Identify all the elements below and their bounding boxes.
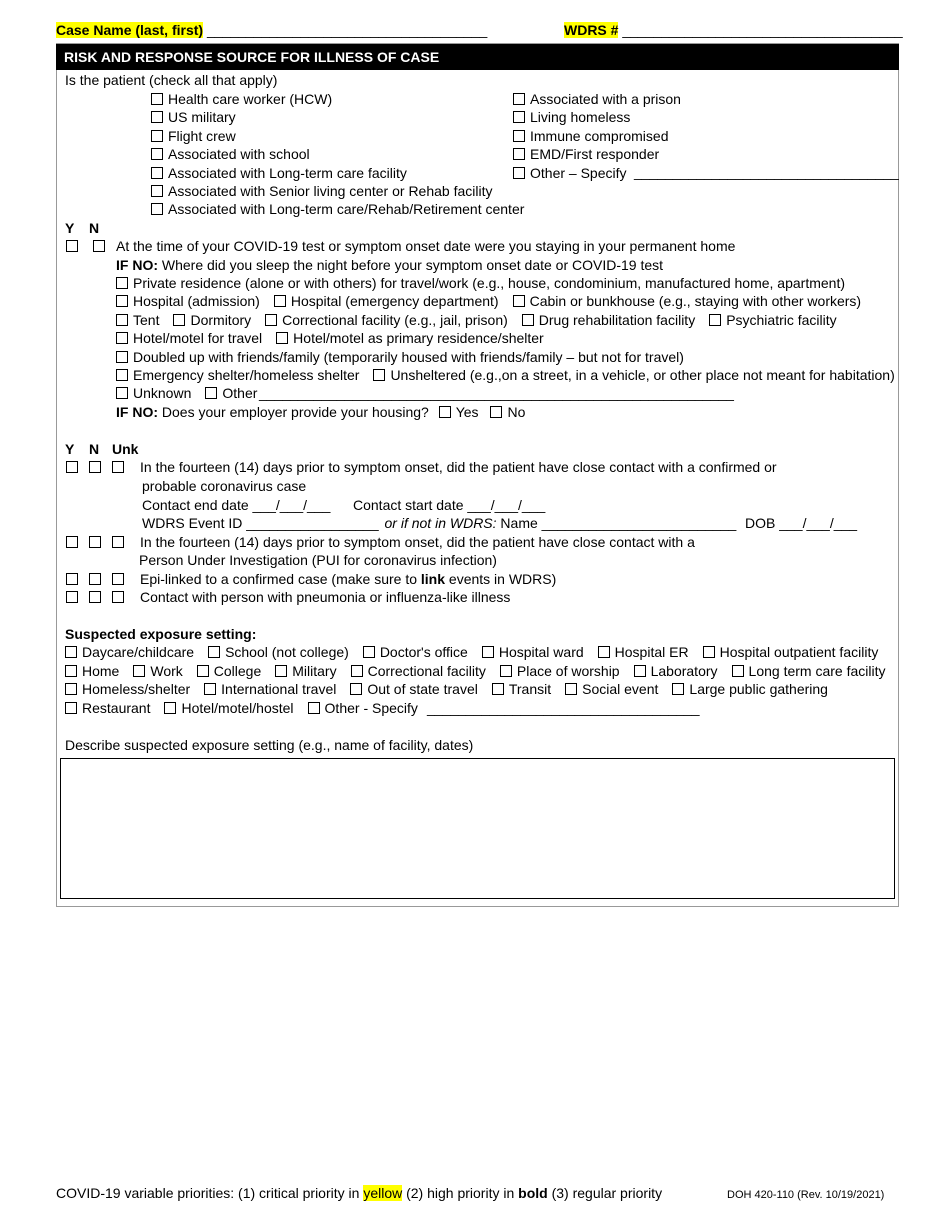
patient-checkbox-us-military[interactable]	[151, 111, 163, 123]
exposure-checkbox-place-of-worship[interactable]	[500, 665, 512, 677]
exposure-option-laboratory[interactable]	[634, 663, 718, 679]
patient-row	[151, 182, 507, 200]
home-label: Unknown	[133, 385, 192, 402]
patient-option-associated-with-long-term-care-rehab-ret[interactable]	[151, 201, 524, 217]
exposure-checkbox-large-public-gathering[interactable]	[672, 683, 684, 695]
home-option-tent[interactable]	[116, 312, 159, 328]
exposure-option-social-event[interactable]	[565, 681, 658, 697]
home-label: Emergency shelter/homeless shelter	[133, 367, 360, 383]
exposure-option-large-public-gathering[interactable]	[672, 681, 828, 697]
home-option-dormitory[interactable]	[173, 312, 251, 328]
patient-row	[151, 90, 346, 108]
home-no-checkbox[interactable]	[93, 240, 105, 252]
exposure-label: Large public gathering	[689, 681, 828, 698]
legend-post: (3) regular priority	[547, 1185, 663, 1201]
patient-checkbox-living-homeless[interactable]	[513, 111, 525, 123]
exposure-checkbox-hotel-motel-hostel[interactable]	[164, 702, 176, 714]
home-label: Correctional facility (e.g., jail, prison)	[282, 311, 508, 328]
exposure-checkbox-work[interactable]	[133, 665, 145, 677]
patient-label: EMD/First responder	[530, 146, 660, 163]
q2-line2: Person Under Investigation (PUI for coronavirus infection)	[139, 552, 497, 568]
describe-label: Describe suspected exposure setting (e.g., name of facility, dates)	[65, 737, 474, 753]
case-name-label: Case Name (last, first)	[56, 22, 204, 38]
exposure-option-long-term-care-facility[interactable]	[732, 663, 886, 679]
exposure-option-international-travel[interactable]	[204, 681, 336, 697]
employer-yes-checkbox[interactable]	[439, 406, 451, 418]
patient-checkbox-associated-with-senior-living-center-or-[interactable]	[151, 185, 163, 197]
exposure-label: Long term care facility	[748, 662, 886, 679]
legend-pre: COVID-19 variable priorities: (1) critical priority in	[56, 1185, 364, 1201]
home-option-hotel-motel-for-travel[interactable]	[116, 330, 262, 346]
patient-option-health-care-worker-hcw[interactable]	[151, 91, 332, 107]
home-label: Other	[222, 385, 258, 402]
exposure-checkbox-laboratory[interactable]	[634, 665, 646, 677]
q4-unk-checkbox[interactable]	[112, 591, 124, 603]
exposure-option-doctor-s-office[interactable]	[363, 644, 468, 660]
exposure-label: Hospital ward	[498, 644, 584, 660]
home-other-field[interactable]: _____________________________________________________________	[259, 385, 734, 401]
exposure-checkbox-hospital-outpatient-facility[interactable]	[703, 646, 715, 658]
exposure-checkbox-other-specify[interactable]	[308, 702, 320, 714]
exposure-checkbox-school-not-college[interactable]	[208, 646, 220, 658]
patient-label: Flight crew	[168, 127, 236, 144]
patient-checkbox-associated-with-school[interactable]	[151, 148, 163, 160]
home-option-other[interactable]	[205, 385, 257, 401]
exposure-label: International travel	[221, 681, 337, 698]
exposure-label: College	[213, 662, 262, 679]
employer-no-label: No	[507, 404, 526, 420]
exposure-label: Transit	[508, 681, 552, 698]
dob-field[interactable]: DOB ___/___/___	[745, 515, 858, 531]
patient-row	[513, 127, 683, 145]
exposure-option-place-of-worship[interactable]	[500, 663, 620, 679]
exposure-label: Restaurant	[82, 699, 151, 716]
home-option-unknown[interactable]	[116, 385, 191, 401]
exposure-checkbox-long-term-care-facility[interactable]	[732, 665, 744, 677]
home-yn-row	[66, 237, 110, 255]
exposure-option-hospital-outpatient-facility[interactable]	[703, 644, 879, 660]
home-checkbox-doubled-up-with-friends-family-temporari[interactable]	[116, 351, 128, 363]
patient-row	[151, 108, 250, 126]
exposure-checkbox-doctor-s-office[interactable]	[363, 646, 375, 658]
priority-legend	[56, 1184, 662, 1202]
patient-row	[513, 108, 644, 126]
home-n-header: N	[89, 220, 100, 236]
q2-line1: In the fourteen (14) days prior to symptom onset, did the patient have close contact with a	[140, 534, 695, 550]
home-checkbox-hospital-emergency-department[interactable]	[274, 295, 286, 307]
home-label: Dormitory	[190, 311, 252, 328]
exposure-option-school-not-college[interactable]	[208, 644, 349, 660]
exposure-checkbox-college[interactable]	[197, 665, 209, 677]
home-option-psychiatric-facility[interactable]	[709, 312, 836, 328]
exposure-option-restaurant[interactable]	[65, 700, 150, 716]
patient-option-immune-compromised[interactable]	[513, 128, 669, 144]
employer-no-checkbox[interactable]	[490, 406, 502, 418]
exposure-label: Homeless/shelter	[82, 681, 191, 698]
home-checkbox-emergency-shelter-homeless-shelter[interactable]	[116, 369, 128, 381]
home-option-cabin-or-bunkhouse-e-g-staying-with-othe[interactable]	[513, 293, 862, 309]
employer-question: Does your employer provide your housing?	[161, 404, 429, 420]
patient-option-emd-first-responder[interactable]	[513, 146, 659, 162]
exposure-label: Military	[292, 662, 337, 679]
patient-checkbox-associated-with-a-prison[interactable]	[513, 93, 525, 105]
exposure-option-transit[interactable]	[492, 681, 551, 697]
home-row	[116, 348, 698, 366]
q4-checkboxes	[66, 588, 129, 606]
exposure-option-home[interactable]	[65, 663, 119, 679]
legend-bold: bold	[518, 1185, 548, 1201]
home-row	[116, 329, 558, 347]
patient-row	[513, 90, 695, 108]
exposure-label: Correctional facility	[367, 662, 486, 679]
q2-no-checkbox[interactable]	[89, 536, 101, 548]
q3-no-checkbox[interactable]	[89, 573, 101, 585]
home-row	[116, 311, 851, 329]
q2-yes-checkbox[interactable]	[66, 536, 78, 548]
patient-prompt: Is the patient (check all that apply)	[65, 72, 278, 88]
q1-line1: In the fourteen (14) days prior to symptom onset, did the patient have close contact with a confirmed or	[140, 459, 777, 475]
q2-checkboxes	[66, 533, 129, 551]
exposure-checkbox-restaurant[interactable]	[65, 702, 77, 714]
exposure-row	[65, 643, 892, 661]
exposure-checkbox-out-of-state-travel[interactable]	[350, 683, 362, 695]
home-checkbox-psychiatric-facility[interactable]	[709, 314, 721, 326]
exposure-other-field[interactable]: ___________________________________	[427, 700, 700, 716]
wdrs-field[interactable]: ____________________________________	[622, 22, 903, 38]
case-name-field[interactable]: ____________________________________	[206, 22, 488, 38]
q1-yes-checkbox[interactable]	[66, 461, 78, 473]
exposure-label: Out of state travel	[367, 681, 478, 698]
exposure-checkbox-homeless-shelter[interactable]	[65, 683, 77, 695]
patient-checkbox-associated-with-long-term-care-rehab-ret[interactable]	[151, 203, 163, 215]
q4-yes-checkbox[interactable]	[66, 591, 78, 603]
exposure-label: Laboratory	[650, 662, 718, 679]
wdrs-row	[564, 21, 903, 39]
patient-label: Other – Specify	[530, 164, 627, 181]
exposure-checkbox-hospital-ward[interactable]	[482, 646, 494, 658]
wdrs-event-row	[142, 514, 736, 532]
patient-option-associated-with-a-prison[interactable]	[513, 91, 681, 107]
q3-checkboxes	[66, 570, 129, 588]
exposure-option-correctional-facility[interactable]	[351, 663, 486, 679]
patient-row	[151, 164, 421, 182]
patient-option-us-military[interactable]	[151, 109, 236, 125]
home-label: Hospital (admission)	[133, 293, 260, 310]
q1-checkboxes	[66, 458, 129, 476]
home-checkbox-other[interactable]	[205, 387, 217, 399]
exposure-label: Hotel/motel/hostel	[181, 699, 294, 716]
exposure-row	[65, 662, 899, 680]
home-y-header: Y	[65, 220, 75, 236]
home-label: Hospital (emergency department)	[290, 293, 499, 310]
home-label: Doubled up with friends/family (temporarily housed with friends/family – but not for travel)	[133, 348, 684, 365]
ifno-question: Where did you sleep the night before your symptom onset date or COVID-19 test	[161, 257, 664, 273]
patient-option-living-homeless[interactable]	[513, 109, 630, 125]
q3-yes-checkbox[interactable]	[66, 573, 78, 585]
patient-checkbox-immune-compromised[interactable]	[513, 130, 525, 142]
home-label: Unsheltered (e.g.,on a street, in a vehicle, or other place not meant for habitation)	[390, 367, 895, 383]
exposure-option-hotel-motel-hostel[interactable]	[164, 700, 293, 716]
patient-label: US military	[168, 109, 236, 126]
home-label: Private residence (alone or with others) for travel/work (e.g., house, condominium, manufactured home, apartment)	[133, 275, 845, 291]
patient-label: Immune compromised	[530, 127, 669, 144]
exposure-label: Home	[82, 662, 120, 679]
home-checkbox-drug-rehabilitation-facility[interactable]	[522, 314, 534, 326]
patient-row	[151, 145, 324, 163]
home-checkbox-dormitory[interactable]	[173, 314, 185, 326]
ifno-label: IF NO:	[116, 257, 158, 273]
contact-start-date[interactable]: Contact start date ___/___/___	[353, 497, 546, 513]
q4-no-checkbox[interactable]	[89, 591, 101, 603]
section-title: RISK AND RESPONSE SOURCE FOR ILLNESS OF CASE	[56, 44, 899, 70]
home-checkbox-correctional-facility-e-g-jail-prison[interactable]	[265, 314, 277, 326]
home-row	[116, 366, 909, 384]
patient-other-field[interactable]: __________________________________	[634, 164, 899, 180]
patient-row	[151, 127, 250, 145]
home-checkbox-private-residence-alone-or-with-others-f[interactable]	[116, 277, 128, 289]
exposure-checkbox-transit[interactable]	[492, 683, 504, 695]
home-checkbox-hotel-motel-as-primary-residence-shelter[interactable]	[276, 332, 288, 344]
exposure-option-college[interactable]	[197, 663, 261, 679]
home-option-unsheltered-e-g-on-a-street-in-a-vehicle[interactable]	[373, 367, 894, 383]
exposure-checkbox-military[interactable]	[275, 665, 287, 677]
home-yes-checkbox[interactable]	[66, 240, 78, 252]
q3-bold: link	[420, 571, 446, 587]
home-option-private-residence-alone-or-with-others-f[interactable]	[116, 275, 845, 291]
patient-row	[151, 200, 538, 218]
home-label: Hotel/motel as primary residence/shelter	[293, 330, 544, 347]
patient-label: Associated with Long-term care facility	[168, 164, 407, 181]
home-checkbox-unknown[interactable]	[116, 387, 128, 399]
patient-label: Associated with school	[168, 146, 310, 163]
home-row	[116, 384, 271, 402]
home-option-hospital-admission[interactable]	[116, 293, 260, 309]
q4-text: Contact with person with pneumonia or influenza-like illness	[140, 589, 511, 605]
exposure-checkbox-daycare-childcare[interactable]	[65, 646, 77, 658]
home-checkbox-unsheltered-e-g-on-a-street-in-a-vehicle[interactable]	[373, 369, 385, 381]
exposure-checkbox-correctional-facility[interactable]	[351, 665, 363, 677]
exposure-checkbox-international-travel[interactable]	[204, 683, 216, 695]
home-checkbox-cabin-or-bunkhouse-e-g-staying-with-othe[interactable]	[513, 295, 525, 307]
exposure-row	[65, 680, 842, 698]
legend-mid: (2) high priority in	[402, 1185, 519, 1201]
exposure-option-daycare-childcare[interactable]	[65, 644, 194, 660]
form-id: DOH 420-110 (Rev. 10/19/2021)	[727, 1189, 885, 1201]
exposure-label: Hospital ER	[614, 644, 689, 660]
describe-textbox[interactable]	[60, 758, 895, 899]
q1-no-checkbox[interactable]	[89, 461, 101, 473]
exposure-option-hospital-ward[interactable]	[482, 644, 584, 660]
home-label: Cabin or bunkhouse (e.g., staying with other workers)	[529, 293, 862, 310]
patient-checkbox-emd-first-responder[interactable]	[513, 148, 525, 160]
exposure-label: Daycare/childcare	[82, 644, 195, 660]
home-label: Psychiatric facility	[726, 311, 837, 328]
patient-checkbox-other-specify[interactable]	[513, 167, 525, 179]
home-checkbox-tent[interactable]	[116, 314, 128, 326]
exposure-option-homeless-shelter[interactable]	[65, 681, 190, 697]
patient-label: Associated with Senior living center or Rehab facility	[168, 183, 493, 199]
exposure-label: Work	[150, 662, 183, 679]
home-option-doubled-up-with-friends-family-temporari[interactable]	[116, 349, 684, 365]
wdrs-event-field[interactable]: WDRS Event ID _________________	[142, 515, 379, 531]
exposure-label: Doctor's office	[379, 644, 468, 660]
home-label: Tent	[133, 311, 160, 328]
q3-text	[140, 570, 556, 588]
q1-line2: probable coronavirus case	[142, 478, 307, 494]
exposure-checkbox-home[interactable]	[65, 665, 77, 677]
patient-label: Associated with Long-term care/Rehab/Retirement center	[168, 201, 525, 218]
patient-option-flight-crew[interactable]	[151, 128, 236, 144]
contact-end-date[interactable]: Contact end date ___/___/___	[142, 497, 331, 513]
home-option-hotel-motel-as-primary-residence-shelter[interactable]	[276, 330, 544, 346]
employer-yes-label: Yes	[455, 404, 479, 420]
exposure-option-military[interactable]	[275, 663, 336, 679]
exposure-label: Place of worship	[516, 662, 620, 679]
employer-row	[116, 403, 525, 421]
q2-unk-checkbox[interactable]	[112, 536, 124, 548]
patient-checkbox-health-care-worker-hcw[interactable]	[151, 93, 163, 105]
name-field[interactable]: Name _________________________	[500, 515, 737, 531]
case-name-row	[56, 21, 487, 39]
exposure-option-work[interactable]	[133, 663, 182, 679]
home-question: At the time of your COVID-19 test or symptom onset date were you staying in your permanent home	[116, 238, 736, 254]
exposure-label: Other - Specify	[324, 699, 418, 716]
contact-n-header: N	[89, 441, 100, 457]
patient-label: Health care worker (HCW)	[168, 91, 333, 107]
exposure-label: Hospital outpatient facility	[719, 644, 879, 660]
patient-label: Living homeless	[530, 109, 631, 126]
patient-row	[513, 145, 673, 163]
wdrs-label: WDRS #	[564, 22, 619, 38]
exposure-option-other-specify[interactable]	[308, 700, 418, 716]
home-checkbox-hospital-admission[interactable]	[116, 295, 128, 307]
ifno-row	[116, 256, 663, 274]
q3-post: events in WDRS)	[445, 571, 557, 587]
home-row	[116, 292, 875, 310]
exposure-title: Suspected exposure setting:	[65, 626, 257, 642]
home-row	[116, 274, 859, 292]
patient-option-associated-with-school[interactable]	[151, 146, 310, 162]
home-option-hospital-emergency-department[interactable]	[274, 293, 499, 309]
home-option-emergency-shelter-homeless-shelter[interactable]	[116, 367, 359, 383]
contact-unk-header: Unk	[112, 441, 139, 457]
not-in-wdrs-label: or if not in WDRS:	[384, 515, 497, 531]
home-label: Hotel/motel for travel	[133, 330, 263, 347]
home-option-drug-rehabilitation-facility[interactable]	[522, 312, 695, 328]
patient-option-other-specify[interactable]	[513, 165, 627, 181]
patient-label: Associated with a prison	[530, 91, 681, 107]
home-label: Drug rehabilitation facility	[538, 311, 696, 328]
exposure-option-hospital-er[interactable]	[598, 644, 689, 660]
q1-unk-checkbox[interactable]	[112, 461, 124, 473]
home-checkbox-hotel-motel-for-travel[interactable]	[116, 332, 128, 344]
contact-y-header: Y	[65, 441, 75, 457]
q3-pre: Epi-linked to a confirmed case (make sure to	[140, 571, 421, 587]
q3-unk-checkbox[interactable]	[112, 573, 124, 585]
exposure-option-out-of-state-travel[interactable]	[350, 681, 478, 697]
patient-option-associated-with-long-term-care-facility[interactable]	[151, 165, 407, 181]
patient-checkbox-flight-crew[interactable]	[151, 130, 163, 142]
exposure-checkbox-social-event[interactable]	[565, 683, 577, 695]
exposure-label: Social event	[582, 681, 659, 698]
exposure-row	[65, 699, 432, 717]
exposure-checkbox-hospital-er[interactable]	[598, 646, 610, 658]
exposure-label: School (not college)	[225, 644, 349, 660]
patient-option-associated-with-senior-living-center-or-[interactable]	[151, 183, 493, 199]
patient-row	[513, 164, 641, 182]
employer-label: IF NO:	[116, 404, 158, 420]
home-option-correctional-facility-e-g-jail-prison[interactable]	[265, 312, 508, 328]
patient-checkbox-associated-with-long-term-care-facility[interactable]	[151, 167, 163, 179]
legend-yellow: yellow	[363, 1185, 403, 1201]
